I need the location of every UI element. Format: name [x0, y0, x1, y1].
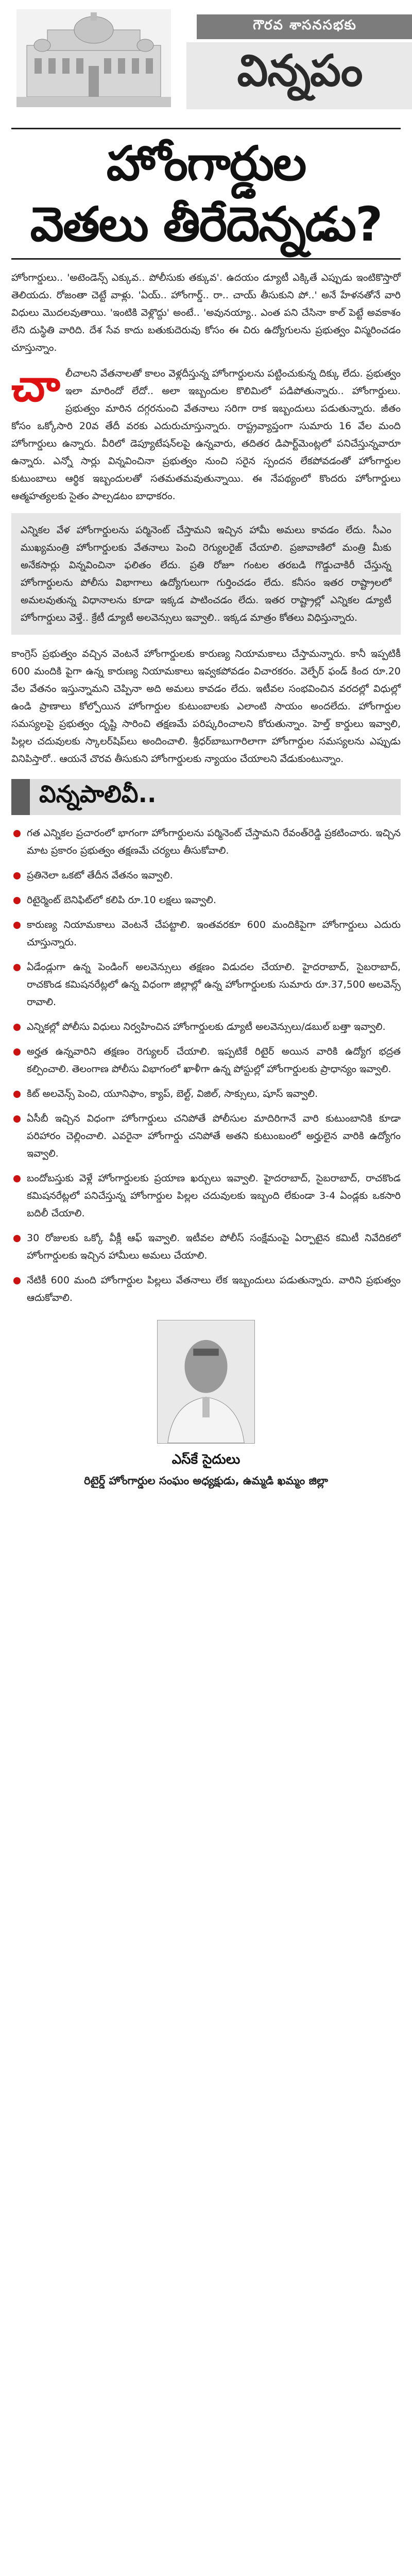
demand-item — [11, 1018, 401, 1036]
shaded-highlight-box — [11, 513, 401, 635]
demands-header-bar — [11, 779, 30, 815]
article-page — [0, 3, 412, 1490]
demand-text: ఏసీబీ ఇచ్చిన విధంగా హోంగార్డులు చనిపోతే పోలీసుల మాదిరిగానే వారి కుటుంబానికి కూడా పరిహారం చెల్లించాలి. ఎవరైనా హోంగార్డు చనిపోతే అతని కుటుంబంలో అర్హులైన వారికి ఉద్యోగం ఇవ్వాలి. — [27, 1113, 401, 1159]
bullet-icon — [13, 897, 21, 904]
dropcap-letter: చా — [11, 360, 60, 412]
bullet-icon — [13, 1091, 21, 1098]
demand-text: బందోబస్తుకు వెళ్లే హోంగార్డులకు ప్రయాణ ఖర్చులు ఇవ్వాలి. హైదరాబాద్‌, సైబరాబాద్‌, రాచకొండ కమిషనరేట్లలో పనిచేస్తున్న హోంగార్డుల పిల్లల చదువులకు ఇబ్బంది లేకుండా 3-4 ఏండ్లకు ఒకసారి బదిలీ చేయాలి. — [27, 1173, 401, 1219]
bullet-icon — [13, 872, 21, 879]
demand-text: ఎన్నికల్లో పోలీసు విధులు నిర్వహించిన హోంగార్డులకు డ్యూటీ అలవెన్సులు/డబుల్‌ బత్తా ఇవ్వాలి. — [27, 1021, 386, 1032]
headline-line-1: హోంగార్డుల — [106, 136, 306, 191]
demand-text: కిట్‌ అలవెన్స్‌ పెంచి, యూనిఫాం, క్యాప్‌, బెల్ట్‌, విజిల్‌, సాక్సులు, షూస్‌ ఇవ్వాలి. — [27, 1088, 318, 1099]
demand-item — [11, 891, 401, 909]
demand-text: 30 రోజులకు ఒక్కో వీక్లీ ఆఫ్‌ ఇవ్వాలి. ఇటీవల పోలీస్‌ సంక్షేమంపై ఏర్పాటైన కమిటీ నివేదికలో హోంగార్డులకు ఇచ్చిన హామీలు అమలు చేయాలి. — [27, 1232, 401, 1261]
bullet-icon — [13, 964, 21, 971]
demand-item — [11, 916, 401, 951]
assembly-building-illustration — [16, 9, 171, 107]
demand-text: ఏడేండ్లుగా ఉన్న పెండింగ్‌ అలవెన్సులు తక్షణం విడుదల చేయాలి. హైదరాబాద్‌, సైబరాబాద్‌, రాచకొండ కమిషనరేట్లలో ఉన్న విధంగా జిల్లాల్లో ఉన్న హోంగార్డులకు సుమారు రూ.37,500 అలవెన్స్‌ రావాలి. — [27, 961, 401, 1008]
demands-title: విన్నపాలివీ.. — [30, 779, 401, 815]
author-block — [11, 1320, 401, 1490]
intro-paragraph: హోంగార్డులు.. 'అటెండెన్స్‌ ఎక్కువ.. పోలీసుకు తక్కువ'. ఉదయం డ్యూటీ ఎక్కితే ఎప్పుడు ఇంటికొస్తారో తెలియదు. రోజంతా చెట్టే వాళ్లు. 'ఏయ్‌.. హోంగార్డ్‌.. రా.. చాయ్‌ తీసుకుని పో..' అనే హేళనతోనే వారి విధులు మొదలవుతాయి. 'ఇంటికి వెళ్లొద్దు' అంటే.. 'అవునయ్యా.. ఎంత పని చేసినా కాల్‌ పెట్టే అవకాశం లేని దుస్థితి వారిది. దేశ సేవ కాదు బతుకుదెరువు కోసం ఈ చిరు ఉద్యోగులను ప్రభుత్వం విస్మరించడం చూస్తున్నాం. — [11, 272, 401, 353]
article-body — [11, 269, 401, 1490]
demand-item — [11, 1110, 401, 1162]
bullet-icon — [13, 922, 21, 929]
demand-text: కారుణ్య నియామకాలు వెంటనే చేపట్టాలి. ఇంతవరకూ 600 మందికిపైగా హోంగార్డులు ఎదురు చూస్తున్నారు. — [27, 919, 401, 948]
bullet-icon — [13, 1115, 21, 1123]
bullet-icon — [13, 1048, 21, 1056]
bullet-icon — [13, 830, 21, 837]
demands-header — [11, 779, 401, 815]
demands-list — [11, 824, 401, 1307]
headline-line-2: వెతలు తీరేదెన్నడు? — [30, 197, 382, 252]
demand-item — [11, 1085, 401, 1103]
second-paragraph: కాంగ్రెస్‌ ప్రభుత్వం వచ్చిన వెంటనే హోంగార్డులకు కారుణ్య నియామకాలు చేస్తామన్నారు. కానీ ఇప్పటికీ 600 మందికి పైగా ఉన్న కారుణ్య నియామకాలు ఇవ్వకపోవడం విచారకరం. వెల్ఫేర్‌ ఫండ్‌ కింద రూ.20 వేల వేతనం ఇస్తున్నామని చెప్పినా అది అమలు కావడం లేదు. ఇటీవల సంభవించిన వరదల్లో విధుల్లో ఉండి ప్రాణాలు కోల్పోయిన హోంగార్డుల కుటుంబాలకు ఎలాంటి సాయం అందలేదు. హోంగార్డుల సమస్యలపై ప్రభుత్వం దృష్టి సారించి తక్షణమే పరిష్కరించాలని కోరుతున్నాం. హెల్త్‌ కార్డులు ఇవ్వాలి, పిల్లల చదువులకు స్కాలర్‌షిప్‌లు అందించాలి. శ్రీధర్‌బాబుగారిలాగా హోంగార్డుల సమస్యలను ఎప్పుడు వినిపిస్తారో.. ఆయనే చొరవ తీసుకుని హోంగార్డులకు న్యాయం చేయాలని వేడుకుంటున్నాం. — [11, 648, 401, 765]
masthead — [11, 3, 401, 116]
headline-block — [11, 128, 401, 260]
dropcap-paragraph-text: లీచాలని వేతనాలతో కాలం వెళ్లదీస్తున్న హోంగార్డులను పట్టించుకున్న దిక్కు లేదు. ప్రభుత్వం ఇలా మారిందో లేదో.. అలా ఇబ్బందుల కొలిమిలో పడిపోతున్నారు.. హోంగార్డులు. ప్రభుత్వం మారిన దగ్గరనుంచి వేతనాలు సరిగా రాక ఇబ్బందులు పడుతున్నారు. జీతం కోసం ఒక్కోసారి 20వ తేదీ వరకు ఎదురుచూస్తున్నారు. రాష్ట్రవ్యాప్తంగా సుమారు 16 వేల మంది హోంగార్డులు ఉన్నారు. వీరిలో డెప్యూటేషన్‌లపై ఉన్నవారు, తదితర డిపార్ట్‌మెంట్లలో పనిచేస్తున్నవారూ ఉన్నారు. ఎన్నో సార్లు విన్నవించినా ప్రభుత్వం నుంచి సరైన స్పందన లేకపోవడంతో హోంగార్డుల కుటుంబాలు ఆర్థిక ఇబ్బందులతో సతమతమవుతున్నాయి. ఈ నేపథ్యంలో కొందరు హోంగార్డులు ఆత్మహత్యలకు సైతం పాల్పడటం బాధాకరం. — [11, 368, 401, 502]
author-role: రిటైర్డ్‌ హోంగార్డుల సంఘం అధ్యక్షుడు, ఉమ్మడి ఖమ్మం జిల్లా — [84, 1475, 328, 1487]
demand-item — [11, 824, 401, 859]
demand-item — [11, 958, 401, 1011]
demand-item — [11, 1043, 401, 1078]
column-kicker: గౌరవ శాసనసభకు — [197, 14, 412, 39]
author-name: ఎస్‌కే సైదులు — [171, 1452, 241, 1467]
shaded-paragraph: ఎన్నికల వేళ హోంగార్డులను పర్మినెంట్‌ చేస్తామని ఇచ్చిన హామీ అమలు కావడం లేదు. సీఎం ముఖ్యమంత్రి హోంగార్డులకు వేతనాలు పెంచి రెగ్యులరైజ్‌ చేయాలి. ప్రజావాణిలో మంత్రి మీకు అనేకసార్లు విన్నవించినా ఫలితం లేదు. ప్రతి రోజూ గంటల తరబడి గొడ్డుచాకిరీ చేస్తున్న హోంగార్డులను పోలీసు విభాగాలు ఉద్యోగులుగా గుర్తించడం లేదు. కనీసం ఇతర రాష్ట్రాలలో అమలవుతున్న విధానాలను కూడా ఇక్కడ పాటించడం లేదు. ఇతర రాష్ట్రాల్లో ఎన్నికల డ్యూటీ హోంగార్డులు వెళ్తే.. క్రేటీ డ్యూటీ అలవెన్సులు ఇవ్వాలి.. ఇక్కడ మాత్రం కోతలు విధిస్తున్నారు. — [21, 524, 391, 623]
demand-text: ప్రతినెలా ఒకటో తేదీన వేతనం ఇవ్వాలి. — [27, 870, 173, 881]
bullet-icon — [13, 1024, 21, 1031]
demand-item — [11, 1272, 401, 1307]
dropcap-paragraph — [11, 360, 401, 505]
demand-text: రిటైర్మెంట్‌ బెనిఫిట్‌లో కలిపి రూ.10 లక్షలు ఇవ్వాలి. — [27, 894, 216, 906]
column-brand-title: విన్నపం — [186, 42, 412, 109]
demand-item — [11, 1170, 401, 1222]
demand-item — [11, 867, 401, 884]
demand-text: నేటికీ 600 మంది హోంగార్డుల పిల్లలు వేతనాలు లేక ఇబ్బందులు పడుతున్నారు. వారిని ప్రభుత్వం ఆదుకోవాలి. — [27, 1275, 401, 1303]
author-photo — [157, 1320, 255, 1444]
demand-text: గత ఎన్నికల ప్రచారంలో భాగంగా హోంగార్డులను పర్మినెంట్‌ చేస్తామని రేవంత్‌రెడ్డి ప్రకటించారు. ఇచ్చిన మాట ప్రకారం ప్రభుత్వం తక్షణమే చర్యలు తీసుకోవాలి. — [27, 827, 401, 856]
demand-item — [11, 1229, 401, 1264]
demand-text: అర్హత ఉన్నవారిని తక్షణం రెగ్యులర్‌ చేయాలి. ఇప్పటికే రిటైర్‌ అయిన వారికి ఉద్యోగ భద్రత కల్పించాలి. తెలంగాణ పోలీసు విభాగంలో ఖాళీగా ఉన్న పోస్టుల్లో హోంగార్డులకు ప్రాధాన్యం ఇవ్వాలి. — [27, 1046, 401, 1075]
bullet-icon — [13, 1277, 21, 1284]
bullet-icon — [13, 1235, 21, 1242]
headline-rule — [11, 258, 401, 260]
bullet-icon — [13, 1175, 21, 1182]
